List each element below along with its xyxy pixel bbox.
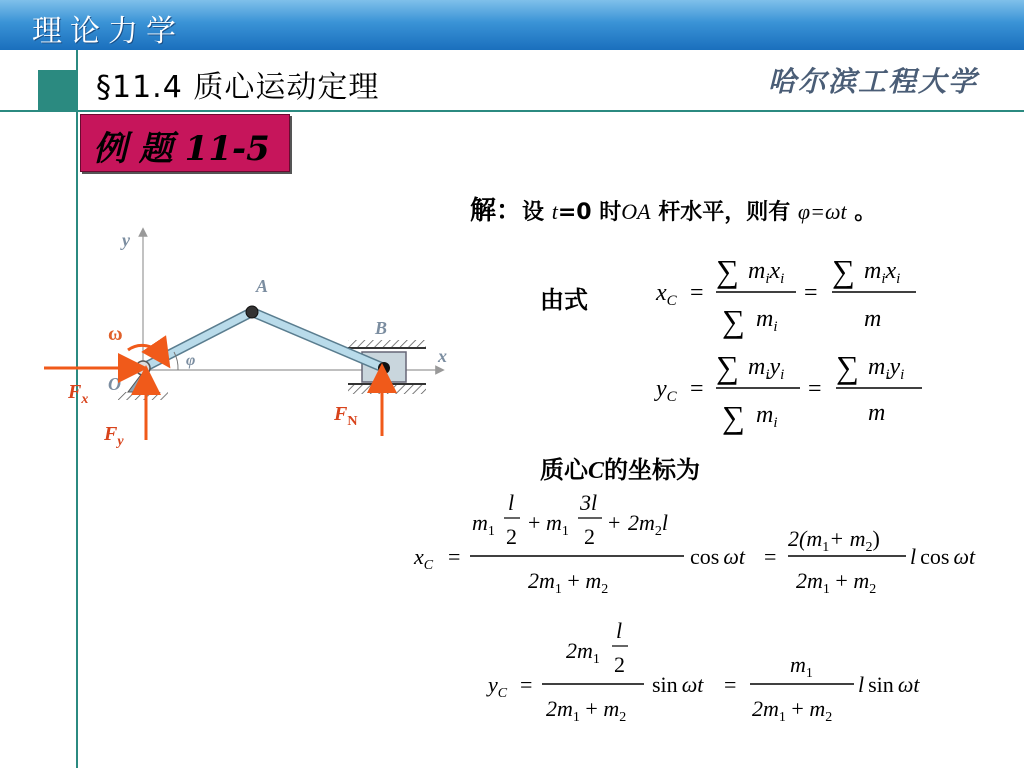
svg-text:∑: ∑	[722, 399, 745, 435]
svg-text:m: m	[864, 306, 882, 332]
svg-text:2m1 + m2: $2m_1 + m_2$	[528, 568, 609, 597]
solution-eq-omega: =ωt	[810, 199, 847, 224]
force-Fy-label: $F_y$	[104, 423, 124, 449]
svg-text:m1: $m_1$	[790, 652, 813, 681]
svg-text:xC: $x_C$	[414, 544, 434, 573]
svg-text:xC: $x_C$	[656, 280, 677, 309]
label-B: B	[375, 318, 388, 338]
svg-text:l: l	[616, 618, 623, 643]
svg-text:=: =	[690, 280, 704, 306]
svg-text:mi: $m_i$	[756, 402, 778, 431]
svg-text:+: +	[608, 510, 621, 535]
omega-label: ω	[108, 323, 123, 345]
svg-text:lcosωt: l cos ωt	[910, 544, 976, 569]
coord-title-a: 质心	[540, 456, 588, 484]
svg-text:mixi: $m_ix_i$	[864, 258, 901, 287]
force-FN-label: $F_N$	[334, 403, 358, 429]
solution-phi: φ	[797, 199, 811, 224]
svg-text:mixi: $m_ix_i$	[748, 258, 785, 287]
formula-xc-general	[655, 253, 916, 339]
svg-text:2m2l: $2m_2l$	[628, 510, 669, 539]
svg-text:cosωt: cos ωt	[690, 544, 745, 569]
angle-label-phi: φ	[186, 352, 196, 369]
label-O: O	[108, 374, 121, 394]
coord-title-c: C	[588, 458, 605, 484]
svg-text:lsinωt: l sin ωt	[858, 672, 920, 697]
svg-text:=: =	[448, 544, 461, 569]
university-logo: 哈尔滨工程大学	[768, 65, 979, 98]
section-title: §11.4 质心运动定理	[96, 70, 380, 105]
svg-text:=: =	[764, 544, 777, 569]
svg-text:3l: 3l	[580, 490, 598, 515]
youshi-label: 由式	[540, 286, 588, 314]
label-A: A	[256, 276, 269, 296]
svg-text:yC: $y_C$	[488, 672, 508, 701]
svg-text:2m1: $2m_1$	[566, 638, 600, 667]
formula-yc-specific	[486, 618, 920, 725]
svg-text:=: =	[724, 672, 737, 697]
svg-text:miyi: $m_iy_i$	[748, 354, 785, 383]
solution-period: 。	[854, 200, 877, 225]
svg-text:sinωt: sin ωt	[652, 672, 704, 697]
svg-text:m: m	[868, 400, 886, 426]
svg-text:mi: $m_i$	[756, 306, 778, 335]
svg-text:=: =	[520, 672, 533, 697]
svg-text:∑: ∑	[716, 349, 739, 385]
solution-she: 设	[522, 200, 545, 225]
svg-text:2(m1+ m2): $2(m_1+ m_2)$	[788, 526, 880, 555]
solution-oa: OA	[621, 199, 651, 224]
solution-rest: 杆水平，则有	[658, 200, 791, 225]
svg-text:m1: $m_1$	[472, 510, 495, 539]
svg-text:2: 2	[614, 652, 625, 677]
axis-label-x: x	[438, 346, 447, 366]
axis-label-y: y	[122, 230, 130, 250]
formula-yc-general	[654, 349, 922, 435]
svg-text:2m1 + m2: $2m_1 + m_2$	[546, 696, 627, 725]
force-Fx-label: $F_x$	[68, 381, 89, 407]
svg-text:=: =	[690, 376, 704, 402]
svg-text:=: =	[804, 280, 818, 306]
example-label: 例 题 11-5	[93, 129, 270, 169]
svg-text:2m1 + m2: $2m_1 + m_2$	[752, 696, 833, 725]
svg-text:l: l	[508, 490, 515, 515]
solution-jie: 解：	[470, 196, 523, 226]
svg-text:2: 2	[506, 524, 517, 549]
svg-text:∑: ∑	[832, 253, 855, 289]
coord-title-b: 的坐标为	[604, 456, 701, 484]
svg-text:2m1 + m2: $2m_1 + m_2$	[796, 568, 877, 597]
svg-text:∑: ∑	[716, 253, 739, 289]
course-title: 理论力学	[32, 14, 184, 49]
svg-text:+: +	[528, 510, 541, 535]
svg-text:m1: $m_1$	[546, 510, 569, 539]
svg-text:2: 2	[584, 524, 595, 549]
svg-text:∑: ∑	[722, 303, 745, 339]
svg-text:miyi: $m_iy_i$	[868, 354, 905, 383]
svg-text:=: =	[808, 376, 822, 402]
solution-eq0: =0 时	[557, 200, 622, 225]
svg-text:∑: ∑	[836, 349, 859, 385]
svg-text:yC: $y_C$	[656, 376, 677, 405]
solution-t: t	[551, 199, 558, 224]
formula-xc-specific	[413, 490, 976, 597]
